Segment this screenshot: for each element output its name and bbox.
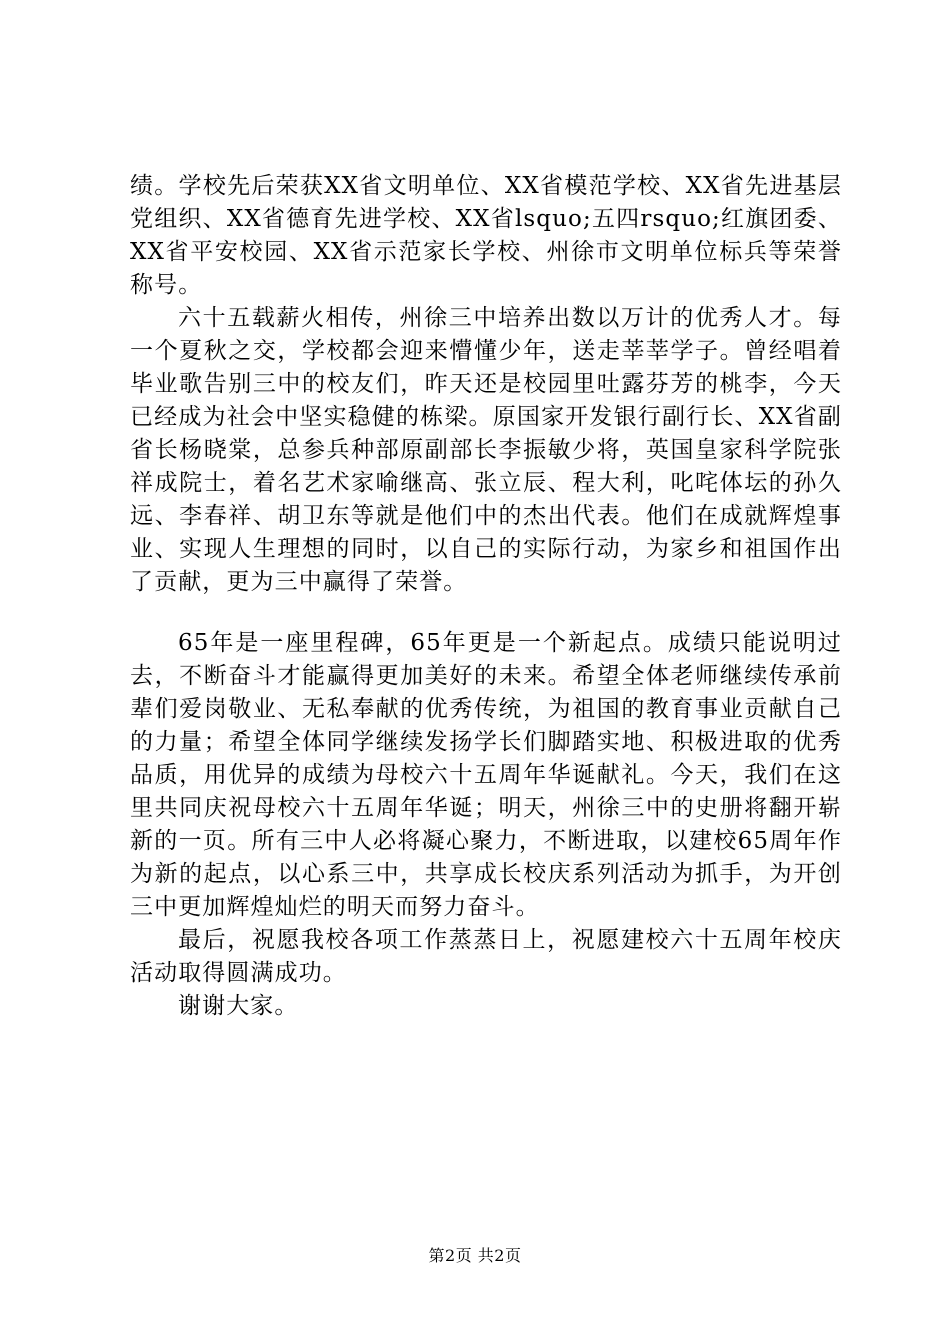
paragraph-honors: 绩。学校先后荣获XX省文明单位、XX省模范学校、XX省先进基层党组织、XX省德育先进学校、XX省lsquo;五四rsquo;红旗团委、XX省平安校园、XX省示范家长学校、州徐市文明单位标兵等荣誉称号。: [130, 173, 842, 298]
paragraph-thanks: 谢谢大家。: [178, 993, 299, 1019]
paragraph-wishes: 最后，祝愿我校各项工作蒸蒸日上，祝愿建校六十五周年校庆活动取得圆满成功。: [130, 927, 842, 986]
paragraph-milestone: 65年是一座里程碑，65年更是一个新起点。成绩只能说明过去，不断奋斗才能赢得更加美好的未来。希望全体老师继续传承前辈们爱岗敬业、无私奉献的优秀传统，为祖国的教育事业贡献自己的力量；希望全体同学继续发扬学长们脚踏实地、积极进取的优秀品质，用优异的成绩为母校六十五周年华诞献礼。今天，我们在这里共同庆祝母校六十五周年华诞；明天，州徐三中的史册将翻开崭新的一页。所有三中人必将凝心聚力，不断进取，以建校65周年作为新的起点，以心系三中，共享成长校庆系列活动为抓手，为开创三中更加辉煌灿烂的明天而努力奋斗。: [130, 630, 842, 920]
page-footer: 第2页 共2页: [428, 1246, 522, 1265]
paragraph-alumni: 六十五载薪火相传，州徐三中培养出数以万计的优秀人才。每一个夏秋之交，学校都会迎来懵懂少年，送走莘莘学子。曾经唱着毕业歌告别三中的校友们，昨天还是校园里吐露芬芳的桃李，今天已经成为社会中坚实稳健的栋梁。原国家开发银行副行长、XX省副省长杨晓棠，总参兵种部原副部长李振敏少将，英国皇家科学院张祥成院士，着名艺术家喻继高、张立辰、程大利，叱咤体坛的孙久远、李春祥、胡卫东等就是他们中的杰出代表。他们在成就辉煌事业、实现人生理想的同时，以自己的实际行动，为家乡和祖国作出了贡献，更为三中赢得了荣誉。: [130, 305, 842, 595]
document-body: [130, 170, 842, 1023]
